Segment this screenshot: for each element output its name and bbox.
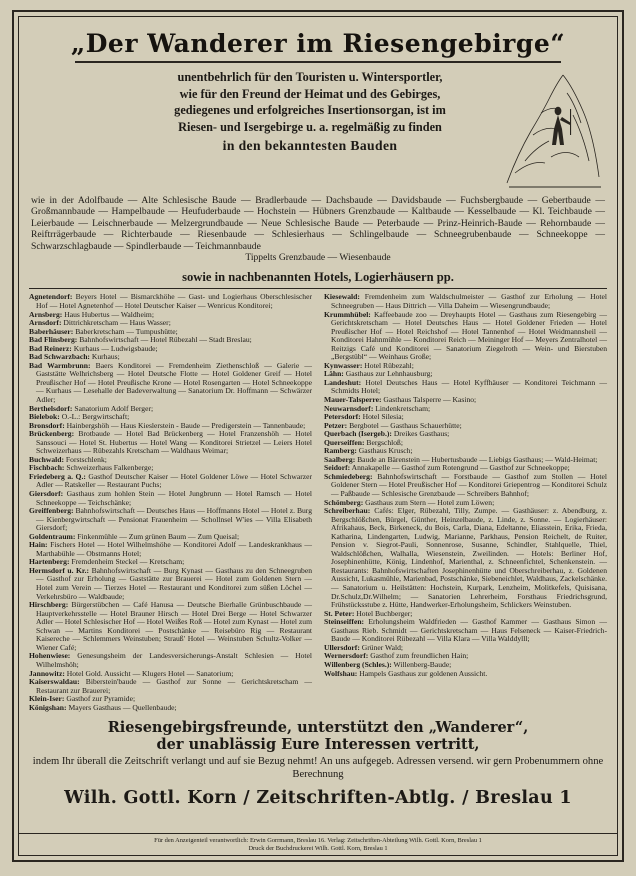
directory-entry-place: Kaiserswaldau:: [29, 677, 80, 687]
directory-entry: [29, 507, 312, 533]
directory-entry-place: Querseiffen:: [324, 437, 365, 447]
directory-entry-place: Berthelsdorf:: [29, 403, 73, 413]
bauden-list-last-line: Tippelts Grenzbaude — Wiesenbaude: [245, 252, 391, 264]
directory-entry-text: Kurhaus — Ludwigsbaude;: [71, 343, 158, 353]
directory-entry-text: Baers Konditorei — Fremdenheim Ziethenschloß — Galerie — Gaststätte Welhrichsberg — Hotel Deutsche Flotte — Hotel Goldener Greif — Hotel Preußischer Hof — Hotel Preußische Krone — Hotel Rosengarten — Hotel Schneekoppe — Kurhaus — Lesehalle der Badeverwaltung — Sanatorium Dr. Hoffmann — Schwärzer Adler;: [36, 360, 312, 404]
directory-entry-text: Bahnhofswirtschaft — Burg Kynast — Gasthaus zu den Schneegruben — Gasthof zur Erholung — Gaststätte zur Brauerei — Hotel zum Goldenen Stern — Hotel zum Verein — Tierzes Hotel — Restaurant und Konditorei zum süßen Löchel — Verkehrsbüro — Waldbaude;: [36, 565, 313, 601]
directory-entry: [29, 362, 312, 405]
directory-entry-text: Baberkretscham — Tumpushütte;: [73, 326, 178, 336]
title-divider: [75, 61, 561, 63]
directory-entry-place: Hirschberg:: [29, 600, 69, 610]
directory-entry: [324, 618, 607, 644]
intro-line-2: wie für den Freund der Heimat und des Gebirges,: [179, 86, 441, 101]
directory-entry-text: Fremdenheim zum Waldschulmeister — Gasthof zur Erholung — Hotel Schneegruben — Haus Dittrich — Villa Daheim — Wiesengrundbaude;: [331, 292, 607, 310]
directory-entry-text: Gasthof zur Pyramide;: [64, 694, 136, 704]
directory-entry: [29, 430, 312, 456]
directory-entry-place: Hain:: [29, 540, 48, 550]
directory-column-right: [324, 293, 607, 712]
intro-line-1: unentbehrlich für den Touristen u. Wintersportler,: [177, 70, 443, 84]
directory-entry-text: Gasthof Deutscher Kaiser — Hotel Goldener Löwe — Hotel Schwarzer Adler — Ratskeller — Restaurant Puchs;: [36, 471, 312, 490]
directory-entry-text: Gasthaus zum hohlen Stein — Hotel Jungbrunn — Hotel Ramsch — Hotel Schneekoppe — Teichschänke;: [36, 489, 312, 507]
directory-entry-place: Petzer:: [324, 420, 348, 430]
mountain-hiker-illustration: [501, 65, 605, 189]
directory-entry-text: Annakapelle — Gasthof zum Rotengrund — Gasthof zur Schneekoppe;: [350, 463, 570, 473]
directory-entry-place: Agnetendorf:: [29, 292, 73, 302]
directory-entry-place: Bielebok:: [29, 412, 60, 422]
directory-entry-text: Brotbaude — Hotel Bad Brückenberg — Hotel Franzenshöh — Hotel Sanssouci — Hotel St. Hubertus — Hotel Wang — Konditorei Strietzel — Leiers Hotel Schweizerhaus — Rübezahls Kretscham — Waldhaus Weimar;: [36, 429, 312, 456]
directory-entry-text: Hotel Deutsches Haus — Hotel Kyffhäuser — Konditorei Teichmann — Schmidts Hotel;: [331, 377, 607, 396]
directory-entry-text: Lindenkretscham;: [373, 403, 431, 413]
directory-entry-text: Hotel Silesia;: [360, 412, 404, 422]
directory-entry-place: Kiesewald:: [324, 292, 360, 302]
directory-entry-text: Erholungsheim Waldfrieden — Gasthof Kammer — Gasthaus Simon — Gasthaus Rieb. Schmidt — Gerichtskretscham — Haus Felseneck — Kaiser-Friedrich-Baude — Konditorei Rübezahl — Villa Klara — Villa Walddylll;: [331, 617, 607, 644]
directory-entry-text: Willenberg-Baude;: [391, 659, 452, 669]
directory-entry-place: Willenberg (Schles.):: [324, 659, 392, 669]
directory-entry-text: Hotel Gold. Aussicht — Klugers Hotel — Sanatorium;: [64, 668, 234, 678]
directory-entry-place: Friedeberg a. Q.:: [29, 471, 86, 481]
directory-entry-place: Schmiedeberg:: [324, 471, 373, 481]
directory-entry-place: Arnsberg:: [29, 309, 63, 319]
directory-entry: [29, 490, 312, 507]
directory-entry: [29, 567, 312, 601]
directory-entry-place: Bad Warmbrunn:: [29, 360, 91, 370]
directory-entry-text: Fremdenheim Steckel — Kretscham;: [69, 557, 185, 567]
directory-column-left: [29, 293, 312, 712]
directory-entry-text: Beyers Hotel — Bismarckhöhe — Gast- und Logierhaus Oberschlesischer Hof — Hotel Agnetenhof — Hotel Deutscher Kaiser — Wenricus Konditorei;: [36, 292, 312, 310]
directory-entry: [29, 652, 312, 669]
directory-entry-text: Fischers Hotel — Hotel Wilhelmshöhe — Konditorei Adolf — Landeskrankhaus — Marthabühle — Obstmanns Hotel;: [36, 540, 312, 558]
directory-entry-text: Bahnhofswirtschaft — Hotel Rübezahl — Stadt Breslau;: [77, 335, 252, 345]
outer-border: [12, 10, 624, 862]
directory-entry: [324, 670, 607, 679]
directory-entry-text: Bergschloß;: [364, 437, 403, 447]
directory-entry-text: Cafés: Elger, Rübezahl, Tilly, Zumpe. — Gasthäuser: z. Abendburg, z. Bergschlößchen, Bürgel, Günther, Heinzelbaude, z. Linde, z. Sonne. — Logierhäuser: Afrikahaus, Beck, Birkeneck, du Bois, Carla, Diana, Edeltanne, Eliasstein, Erika, Frieda, Katharina, Lindengarten, Ludwig, Marianne, Parkhaus, Pension Reichelt, de Ruiter, Pension v. Siegrot-Pauli, Sonnenrose, Susanne, Schindler, Stahlquelle, Thiel, Waldschlößchen, Walhalla, Wiesenstein, Zweilinden. — Hotels: Berliner Hof, Josephinenhütte, König, Lindenhof, Marienthal, z. Schneenfichtel, Schenkenstein. — Restaurants: Bahnhofswirtschaften Josephinenhütte und Oberschreiberhau, z. Goldenen Aussicht, Lukasmühle, Marienbad, Postschänke, Siebeneichlet, Waldhaus, Zackelschänke. — Sanatorium u. Heilstätten: Hochstein, Kurpark, Lenzheim, Molitkefels, Quisisana, Dr.Schulz,Dr.Wilhelm; — Sanatorien Lehrerheim, Forsthaus Friedrichsgrund, Frühstücksstube z. Hütte, Handwerker-Erholungsheim, Schlickers Weinstuben.: [331, 506, 607, 610]
directory-entry-place: Querbach (Isergeb.):: [324, 429, 392, 439]
directory-entry-text: Schweizerhaus Falkenberge;: [64, 463, 154, 473]
directory-entry-place: Kynwasser:: [324, 360, 363, 370]
directory-entry: [29, 473, 312, 490]
directory-entry-place: Buchwald:: [29, 454, 65, 464]
promo-block: [29, 719, 607, 781]
intro-line-4: Riesen- und Isergebirge u. a. regelmäßig zu finden: [178, 119, 442, 134]
directory-columns: [29, 293, 607, 712]
directory-entry-text: Hampels Gasthaus zur goldenen Aussicht.: [357, 668, 488, 678]
directory-entry-place: Krummhübel:: [324, 309, 371, 319]
bauden-list-paragraph: wie in der Adolfbaude — Alte Schlesische Baude — Bradlerbaude — Dachsbaude — Davidsbaude — Fuchsbergbaude — Gebertbaude — Großmannbaude — Hampelbaude — Heufuderbaude — Hochstein — Hübners Grenzbaude — Kaltbaude — Kesselbaude — Kl. Teichbaude — Leierbaude — Leischnerbaude — Melzergrundbaude — Neue Schlesische Baude — Peterbaude — Prinz-Heinrich-Baude — Rehornbaude — Reiftrrägerbaude — Richterbaude — Riesenbaude — Schlesierhaus — Schlingelbaude — Schneegrubenbaude — Schneekoppe — Schwarzschlagbaude — Spindlerbaude — Teichmannbaude: [31, 195, 605, 252]
directory-entry-text: Dittrichkretscham — Haus Wasser;: [61, 318, 171, 328]
directory-entry-place: Bronsdorf:: [29, 420, 65, 430]
directory-entry-place: Seidorf:: [324, 463, 351, 473]
directory-entry-text: Kaffeebaude zoo — Dreyhaupts Hotel — Gasthaus zum Riesengebirg — Gerichtskretscham — Hotel Deutsches Haus — Hotel Goldener Frieden — Hotel Preußischer Hof — Hotel Reichshof — Hotel Tannenhof — Hotel Weidmannsheil — Konditorei Hahnmühle — Konditorei Reich — Meininger Hof — Meyers Zentralhotel — Reitzigs Café und Konditorei — Sanatorium Ziegelroth — Wein- und Bierstuben „Bergstübl“ — Weinhaus Große;: [331, 309, 607, 362]
publisher-imprint: Wilh. Gottl. Korn / Zeitschriften-Abtlg. / Breslau 1: [64, 788, 572, 809]
directory-entry: [29, 601, 312, 652]
directory-entry-text: Forstschlenk;: [64, 454, 107, 464]
directory-divider: [29, 288, 607, 289]
directory-entry-text: Mayers Gasthaus — Quellenbaude;: [66, 702, 177, 712]
directory-entry-place: Steinseiffen:: [324, 617, 365, 627]
directory-entry-text: Gasthaus Talsperre — Kasino;: [381, 395, 477, 404]
footer-divider: [19, 833, 617, 834]
directory-entry-place: Bad Schwarzbach:: [29, 352, 90, 362]
directory-entry: [29, 678, 312, 695]
directory-entry: [29, 293, 312, 310]
directory-entry-text: Bürgerstübchen — Café Hanusa — Deutsche Bierhalle Grünbuschbaude — Hauptverkehrsstelle — Hotel Brauner Hirsch — Hotel Drei Berge — Hotel Schwarzer Adler — Hotel Schlesischer Hof — Hotel Weißes Roß — Hotel zum Kynast — Hotel zum Schwan — Martins Konditorei — Postschänke — Reisebüro Rig — Restaurant Kaisereche — Schlemmers Weinstuben; Strauß' Hotel — Weinstuben Schultz-Volker — Wiener Café;: [36, 600, 312, 652]
directory-entry-place: Hermsdorf u. Kr.:: [29, 565, 90, 575]
directory-entry: [324, 473, 607, 499]
directory-entry: [324, 507, 607, 610]
directory-entry-place: Goldentraum:: [29, 531, 76, 541]
directory-entry-text: Gasthaus zur Lehnhausburg;: [343, 369, 433, 379]
page-title: „Der Wanderer im Riesengebirge“: [70, 29, 566, 58]
directory-entry-place: Klein-Iser:: [29, 694, 65, 704]
directory-entry-place: Arnsdorf:: [29, 318, 62, 328]
page-footer: [19, 833, 617, 853]
directory-entry-text: Baude an Bärenstein — Hubertusbaude — Liebigs Gasthaus; — Wald-Heimat;: [355, 454, 598, 464]
intro-highlight: in den bekanntesten Bauden: [222, 138, 398, 153]
directory-entry: [324, 311, 607, 362]
directory-entry-text: Grüner Wald;: [359, 642, 403, 652]
directory-entry-text: Haus Hubertus — Waldheim;: [62, 309, 154, 319]
directory-entry: [324, 293, 607, 310]
footer-line-2: Druck der Buchdruckerei Wilh. Gottl. Korn, Breslau 1: [248, 845, 388, 852]
directory-entry-text: Biberstein'baude — Gasthof zur Sonne — Gerichtskretscham — Restaurant zur Brauerei;: [36, 677, 312, 695]
directory-entry-text: Gasthof zum freundlichen Hain;: [368, 651, 469, 661]
directory-entry-place: Bad Flinsberg:: [29, 335, 78, 345]
directory-entry-place: Neuwarnsdorf:: [324, 403, 374, 413]
intro-text: [95, 69, 525, 155]
directory-entry-text: Gasthaus zum Stern — Hotel zum Löwen;: [363, 497, 495, 507]
directory-entry: [324, 379, 607, 396]
directory-entry-text: Bergbotel — Gasthaus Schauerhütte;: [347, 420, 462, 430]
directory-entry-text: Bahnhofswirtschaft — Forstbaude — Gasthof zum Stollen — Hotel Goldener Stern — Hotel Preußischer Hof — Konditorei Griepentrog — Konditorei Schulz — Paßbaude — Schlesische Grenzbaude — Schreibers Bahnhof;: [331, 471, 607, 499]
directory-entry-place: Petersdorf:: [324, 412, 361, 422]
directory-entry-place: Fischbach:: [29, 463, 65, 473]
directory-entry-place: Baberhäuser:: [29, 326, 74, 336]
directory-entry-text: Hotel Rübezahl;: [362, 360, 414, 370]
intro-block: [29, 69, 607, 187]
directory-entry-text: Hainbergshöh — Haus Kieslerstein - Baude — Predigerstein — Tannenbaude;: [64, 420, 306, 430]
directory-entry-place: Jannowitz:: [29, 668, 65, 678]
directory-entry-place: Wolfshau:: [324, 668, 358, 678]
intro-line-3: gediegenes und erfolgreiches Insertionsorgan, ist im: [174, 103, 446, 117]
promo-line-3: indem Ihr überall die Zeitschrift verlangt und auf sie Bezug nehmt! An uns aufgegeb. Adressen versend. wir gern Probenummern ohne Berechnung: [32, 756, 604, 781]
directory-entry-text: Hotel Buchberger;: [354, 608, 413, 618]
directory-entry-place: Landeshut:: [324, 377, 362, 387]
directory-entry-place: Brückenberg:: [29, 429, 75, 439]
directory-entry-text: Sanatorium Adolf Berger;: [72, 403, 154, 413]
footer-line-1: Für den Anzeigenteil verantwortlich: Erwin Gorrmann, Breslau 16. Verlag: Zeitschriften-Abteilung Wilh. Gottl. Korn, Breslau 1: [154, 837, 482, 844]
directory-entry-place: Schömberg:: [324, 497, 364, 507]
directory-entry-place: Ramberg:: [324, 446, 357, 456]
directory-entry-place: Ullersdorf:: [324, 642, 360, 652]
directory-entry-text: Kurhaus;: [89, 352, 120, 362]
directory-entry-place: Hohenwiese:: [29, 651, 71, 661]
directory-entry-place: Wernersdorf:: [324, 651, 369, 661]
promo-line-1: Riesengebirgsfreunde, unterstützt den „Wanderer“,: [107, 719, 529, 737]
directory-heading: sowie in nachbenannten Hotels, Logierhäusern pp.: [182, 270, 454, 285]
directory-entry-place: Hartenberg:: [29, 557, 70, 567]
directory-entry: [29, 704, 312, 713]
directory-entry-place: Saalberg:: [324, 454, 356, 464]
directory-entry-place: Lähn:: [324, 369, 344, 379]
directory-entry-place: St. Peter:: [324, 608, 355, 618]
directory-entry-text: Bahnhofswirtschaft — Deutsches Haus — Hoffmanns Hotel — Hotel z. Burg — Kienbergwirtschaft — Pensionat Frauenheim — Schollnsel W'ies — Villa Elisabeth Giersdorf;: [36, 506, 312, 533]
directory-entry-place: Giersdorf:: [29, 489, 64, 499]
promo-line-2: der unablässig Eure Interessen vertritt,: [156, 736, 480, 754]
inner-border: [18, 16, 618, 856]
directory-entry-text: Gasthaus Krusch;: [356, 446, 413, 456]
directory-entry-text: Finkenmühle — Zum grünen Baum — Zum Queisal;: [75, 531, 240, 541]
directory-entry-place: Mauer-Talsperre:: [324, 395, 382, 404]
directory-entry-place: Bad Reinerz:: [29, 343, 72, 353]
directory-entry-text: O.-L.: Bergwirtschaft;: [59, 412, 130, 422]
directory-entry-place: Greiffenberg:: [29, 506, 74, 516]
directory-entry-place: Schreiberhau:: [324, 506, 371, 516]
directory-entry-place: Königshan:: [29, 702, 67, 712]
directory-entry-text: Dreikes Gasthaus;: [391, 429, 450, 439]
directory-entry: [29, 541, 312, 558]
directory-entry-text: Genesungsheim der Landesversicherungs-Anstalt Schlesien — Hotel Wilhelmshöh;: [36, 651, 312, 669]
